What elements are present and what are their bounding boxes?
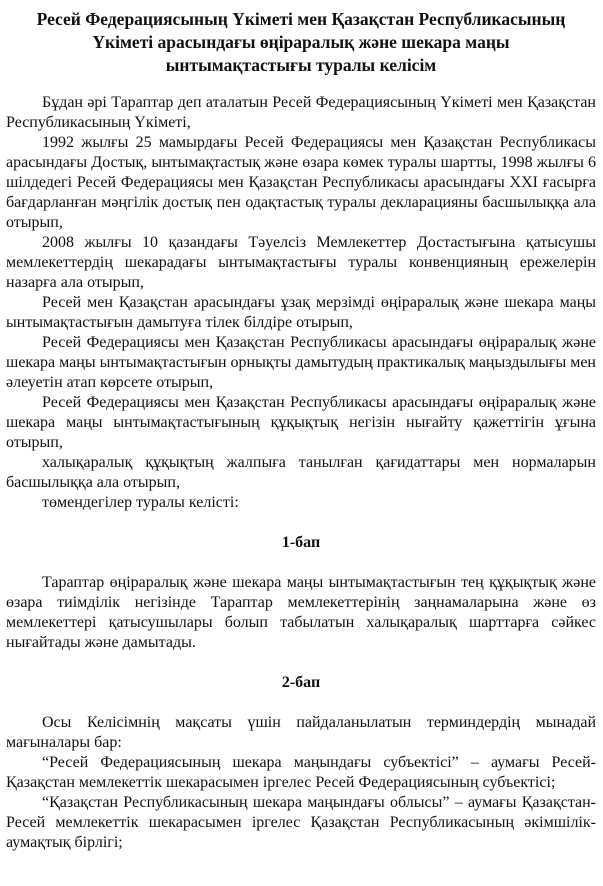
article-heading: 2-бап xyxy=(281,674,321,691)
paragraph: Ресей мен Қазақстан арасындағы ұзақ мерзімді өңіраралық және шекара маңы ынтымақтастығын дамытуға тілек білдіре отырып, xyxy=(6,294,596,331)
paragraph: “Ресей Федерациясының шекара маңындағы субъектісі” – аумағы Ресей-Қазақстан мемлекеттік шекарасымен іргелес Ресей Федерациясының субъектісі; xyxy=(6,754,596,791)
paragraph: Бұдан әрі Тараптар деп аталатын Ресей Федерациясының Үкіметі мен Қазақстан Республикасының Үкіметі, xyxy=(6,94,596,131)
paragraph: Ресей Федерациясы мен Қазақстан Республикасы арасындағы өңіраралық және шекара маңы ынтымақтастығының құқықтық негізін нығайту қажеттігін ұғына отырып, xyxy=(6,394,596,451)
paragraph: халықаралық құқықтың жалпыға танылған қағидаттары мен нормаларын басшылыққа ала отырып, xyxy=(6,454,596,491)
paragraph: Осы Келісімнің мақсаты үшін пайдаланылатын терминдердің мынадай мағыналары бар: xyxy=(6,714,596,751)
document-title: Ресей Федерациясының Үкіметі мен Қазақстан Республикасының Үкіметі арасындағы өңіраралық және шекара маңы ынтымақтастығы туралы келісім xyxy=(36,9,566,75)
article-heading: 1-бап xyxy=(281,534,321,551)
paragraph: төмендегілер туралы келісті: xyxy=(42,494,239,511)
paragraph: Ресей Федерациясы мен Қазақстан Республикасы арасындағы өңіраралық және шекара маңы ынтымақтастығын орнықты дамытудың практикалық маңыздылығы мен әлеуетін атап көрсете отырып, xyxy=(6,334,596,391)
paragraph: 2008 жылғы 10 қазандағы Тәуелсіз Мемлекеттер Достастығына қатысушы мемлекеттердің шекарадағы ынтымақтастығы туралы конвенцияның ережелерін назарға ала отырып, xyxy=(6,234,596,291)
paragraph: 1992 жылғы 25 мамырдағы Ресей Федерациясы мен Қазақстан Республикасы арасындағы Достық, ынтымақтастық және өзара көмек туралы шартты, 1998 жылғы 6 шілдедегі Ресей Федерациясы мен Қазақстан Республикасы арасындағы XXI ғасырға бағдарланған мәңгілік достық пен одақтастық туралы декларацияны басшылыққа ала отырып, xyxy=(6,134,596,231)
paragraph: “Қазақстан Республикасының шекара маңындағы облысы” – аумағы Қазақстан-Ресей мемлекеттік шекарасымен іргелес Қазақстан Республикасының әкімшілік-аумақтық бірлігі; xyxy=(6,794,596,851)
document-body xyxy=(6,93,596,853)
paragraph: Тараптар өңіраралық және шекара маңы ынтымақтастығын тең құқықтық және өзара тиімділік негізінде Тараптар мемлекеттерінің заңнамаларына және өз мемлекеттері қатысушылары болып табылатын халықаралық шарттарға сәйкес нығайтады және дамытады. xyxy=(6,574,596,651)
